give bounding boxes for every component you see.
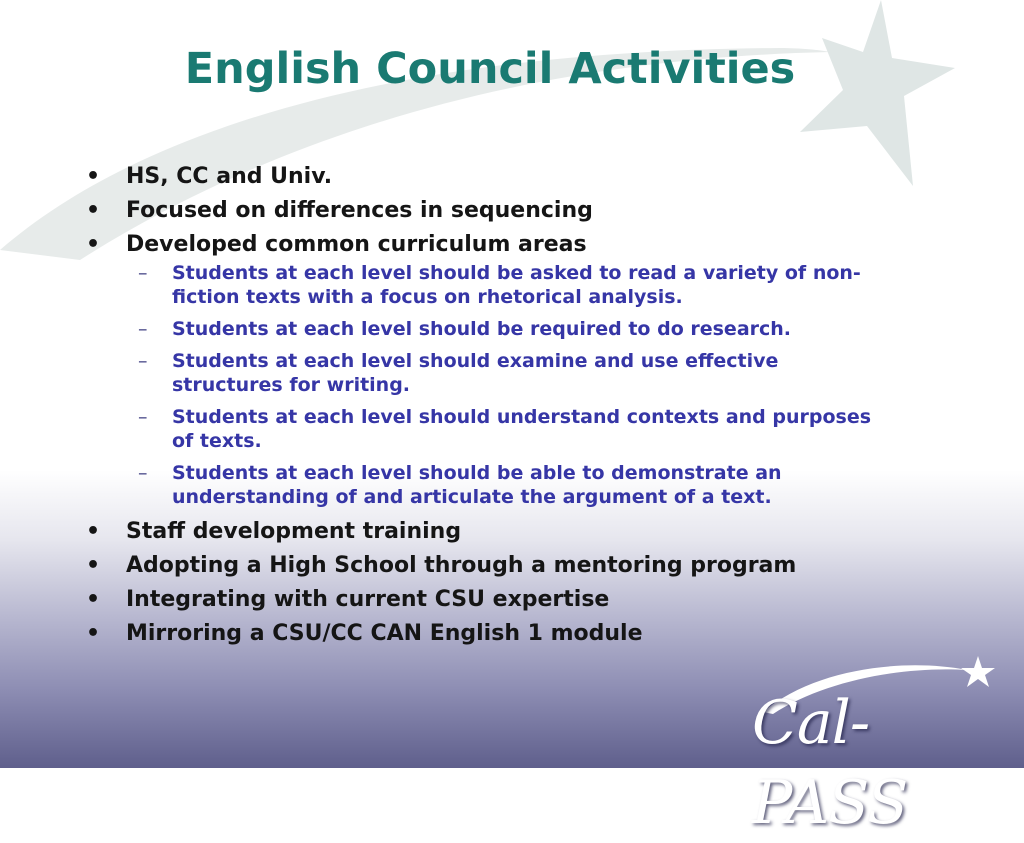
sub-bullet-text: Students at each level should be able to demonstrate an understanding of and articulate the argument of a text.	[172, 462, 782, 508]
cal-pass-logo: Cal-PASS	[752, 688, 908, 838]
dash-marker: –	[138, 350, 148, 372]
sub-bullet-item	[130, 405, 877, 453]
bullet-item	[84, 517, 904, 546]
bullet-text: Adopting a High School through a mentoring program	[126, 553, 797, 578]
bullet-list	[84, 162, 904, 648]
bullet-item	[84, 162, 904, 191]
sub-bullet-list	[130, 261, 904, 509]
dash-marker: –	[138, 262, 148, 284]
bullet-marker: •	[86, 232, 101, 257]
content-area	[84, 162, 904, 653]
sub-bullet-item	[130, 317, 877, 341]
sub-bullet-item	[130, 461, 877, 509]
bullet-marker: •	[86, 164, 101, 189]
bullet-item	[84, 196, 904, 225]
bullet-text: HS, CC and Univ.	[126, 164, 333, 189]
bullet-text: Focused on differences in sequencing	[126, 198, 593, 223]
bullet-marker: •	[86, 519, 101, 544]
slide-title: English Council Activities	[184, 44, 796, 94]
bullet-text: Mirroring a CSU/CC CAN English 1 module	[126, 621, 643, 646]
bullet-marker: •	[86, 621, 101, 646]
sub-bullet-text: Students at each level should examine and use effective structures for writing.	[172, 350, 779, 396]
bullet-item	[84, 585, 904, 614]
bullet-text: Developed common curriculum areas	[126, 232, 587, 257]
sub-bullet-item	[130, 349, 877, 397]
sub-bullet-text: Students at each level should understand contexts and purposes of texts.	[172, 406, 872, 452]
sub-bullet-text: Students at each level should be asked to read a variety of non-fiction texts with a focus on rhetorical analysis.	[172, 262, 861, 308]
sub-bullet-item	[130, 261, 877, 309]
bullet-marker: •	[86, 587, 101, 612]
bullet-text: Staff development training	[126, 519, 462, 544]
dash-marker: –	[138, 406, 148, 428]
bullet-marker: •	[86, 198, 101, 223]
sub-bullet-text: Students at each level should be required to do research.	[172, 318, 792, 340]
bullet-item	[84, 619, 904, 648]
bullet-text: Integrating with current CSU expertise	[126, 587, 610, 612]
bullet-marker: •	[86, 553, 101, 578]
bullet-item	[84, 551, 904, 580]
dash-marker: –	[138, 318, 148, 340]
bullet-item	[84, 230, 904, 509]
dash-marker: –	[138, 462, 148, 484]
